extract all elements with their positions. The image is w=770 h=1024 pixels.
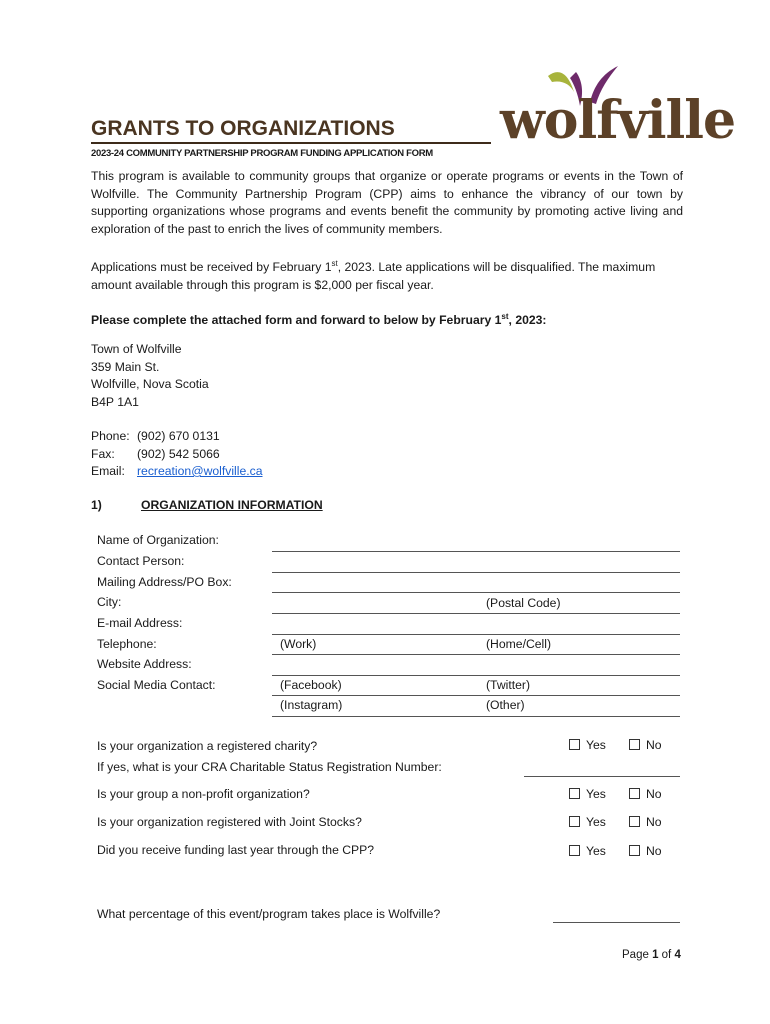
email-address-field[interactable] bbox=[272, 634, 680, 635]
address-line: 359 Main St. bbox=[91, 359, 160, 374]
instructions-paragraph bbox=[91, 308, 683, 330]
fax-label: Fax: bbox=[91, 446, 115, 461]
no-label: No bbox=[646, 844, 662, 858]
social-media-label: Social Media Contact: bbox=[97, 678, 216, 692]
instructions-sup: st bbox=[501, 312, 509, 321]
website-field[interactable] bbox=[272, 675, 680, 676]
website-label: Website Address: bbox=[97, 657, 192, 671]
instructions-text-cont: , 2023: bbox=[508, 313, 547, 328]
telephone-field[interactable] bbox=[272, 654, 680, 655]
home-phone-hint: (Home/Cell) bbox=[486, 637, 552, 651]
funding-no-option[interactable] bbox=[629, 844, 662, 858]
yes-label: Yes bbox=[586, 787, 606, 801]
yes-label: Yes bbox=[586, 844, 606, 858]
contact-person-field[interactable] bbox=[272, 572, 680, 573]
charity-yes-option[interactable] bbox=[569, 738, 606, 752]
joint-yes-option[interactable] bbox=[569, 815, 606, 829]
joint-stocks-question: Is your organization registered with Joint Stocks? bbox=[97, 815, 362, 829]
percentage-field[interactable] bbox=[553, 922, 680, 923]
no-label: No bbox=[646, 815, 662, 829]
mailing-address bbox=[91, 341, 209, 411]
email-label: Email: bbox=[91, 464, 125, 478]
funding-yes-option[interactable] bbox=[569, 844, 606, 858]
postal-code-hint: (Postal Code) bbox=[486, 596, 561, 610]
percentage-question: What percentage of this event/program takes place is Wolfville? bbox=[97, 907, 441, 921]
page-title: GRANTS TO ORGANIZATIONS bbox=[91, 117, 395, 140]
checkbox-icon[interactable] bbox=[569, 816, 580, 827]
yes-label: Yes bbox=[586, 738, 606, 752]
address-line: B4P 1A1 bbox=[91, 394, 139, 409]
deadline-sup: st bbox=[331, 259, 338, 268]
org-name-label: Name of Organization: bbox=[97, 533, 219, 547]
telephone-label: Telephone: bbox=[97, 637, 157, 651]
checkbox-icon[interactable] bbox=[569, 845, 580, 856]
joint-no-option[interactable] bbox=[629, 815, 662, 829]
title-divider bbox=[91, 142, 491, 144]
checkbox-icon[interactable] bbox=[629, 845, 640, 856]
checkbox-icon[interactable] bbox=[629, 788, 640, 799]
email-link[interactable]: recreation@wolfville.ca bbox=[137, 464, 263, 478]
instructions-text: Please complete the attached form and forward to below by February 1 bbox=[91, 313, 502, 328]
twitter-hint: (Twitter) bbox=[486, 678, 531, 692]
page-prefix: Page bbox=[622, 949, 653, 961]
intro-paragraph: This program is available to community groups that organize or operate programs or events in the Town of Wolfville. The Community Partnership Program (CPP) aims to enhance the vibrancy of our town by supporting organizations whose programs and events benefit the community by promoting active living and exploration of the past to enrich the lives of community members. bbox=[91, 169, 683, 236]
city-field[interactable] bbox=[272, 613, 680, 614]
yes-label: Yes bbox=[586, 815, 606, 829]
social-media-field-2[interactable] bbox=[272, 716, 680, 717]
checkbox-icon[interactable] bbox=[569, 739, 580, 750]
fax-value: (902) 542 5066 bbox=[137, 446, 220, 461]
deadline-text-cont: , 2023. Late applications will be disqualified. The maximum amount available through this program is $2,000 per fiscal year. bbox=[91, 260, 656, 292]
work-phone-hint: (Work) bbox=[280, 637, 317, 651]
city-label: City: bbox=[97, 595, 122, 609]
section-title: ORGANIZATION INFORMATION bbox=[141, 498, 323, 512]
mailing-address-field[interactable] bbox=[272, 592, 680, 593]
contact-person-label: Contact Person: bbox=[97, 554, 185, 568]
address-line: Town of Wolfville bbox=[91, 342, 182, 356]
deadline-text: Applications must be received by February 1 bbox=[91, 260, 332, 275]
phone-value: (902) 670 0131 bbox=[137, 429, 220, 443]
page-current: 1 bbox=[652, 949, 659, 961]
address-line: Wolfville, Nova Scotia bbox=[91, 377, 209, 391]
form-subtitle: 2023-24 COMMUNITY PARTNERSHIP PROGRAM FUNDING APPLICATION FORM bbox=[91, 148, 433, 159]
checkbox-icon[interactable] bbox=[569, 788, 580, 799]
checkbox-icon[interactable] bbox=[629, 816, 640, 827]
deadline-paragraph bbox=[91, 255, 683, 294]
cra-question: If yes, what is your CRA Charitable Status Registration Number: bbox=[97, 760, 442, 774]
charity-question: Is your organization a registered charity? bbox=[97, 739, 318, 753]
page-number bbox=[622, 949, 681, 961]
nonprofit-question: Is your group a non-profit organization? bbox=[97, 787, 310, 801]
funding-question: Did you receive funding last year through the CPP? bbox=[97, 843, 375, 857]
social-media-field[interactable] bbox=[272, 695, 680, 696]
other-hint: (Other) bbox=[486, 698, 525, 712]
logo-wordmark: wolfville bbox=[500, 90, 736, 151]
instagram-hint: (Instagram) bbox=[280, 698, 343, 712]
facebook-hint: (Facebook) bbox=[280, 678, 342, 692]
cra-number-field[interactable] bbox=[524, 776, 680, 777]
charity-no-option[interactable] bbox=[629, 738, 662, 752]
section-number: 1) bbox=[91, 498, 102, 512]
checkbox-icon[interactable] bbox=[629, 739, 640, 750]
no-label: No bbox=[646, 787, 662, 801]
email-address-label: E-mail Address: bbox=[97, 616, 183, 630]
nonprofit-no-option[interactable] bbox=[629, 787, 662, 801]
contact-block bbox=[91, 428, 263, 481]
phone-label: Phone: bbox=[91, 429, 130, 443]
mailing-address-label: Mailing Address/PO Box: bbox=[97, 575, 232, 589]
no-label: No bbox=[646, 738, 662, 752]
org-name-field[interactable] bbox=[272, 551, 680, 552]
page-of: of bbox=[658, 949, 675, 961]
nonprofit-yes-option[interactable] bbox=[569, 787, 606, 801]
page-total: 4 bbox=[674, 949, 681, 961]
